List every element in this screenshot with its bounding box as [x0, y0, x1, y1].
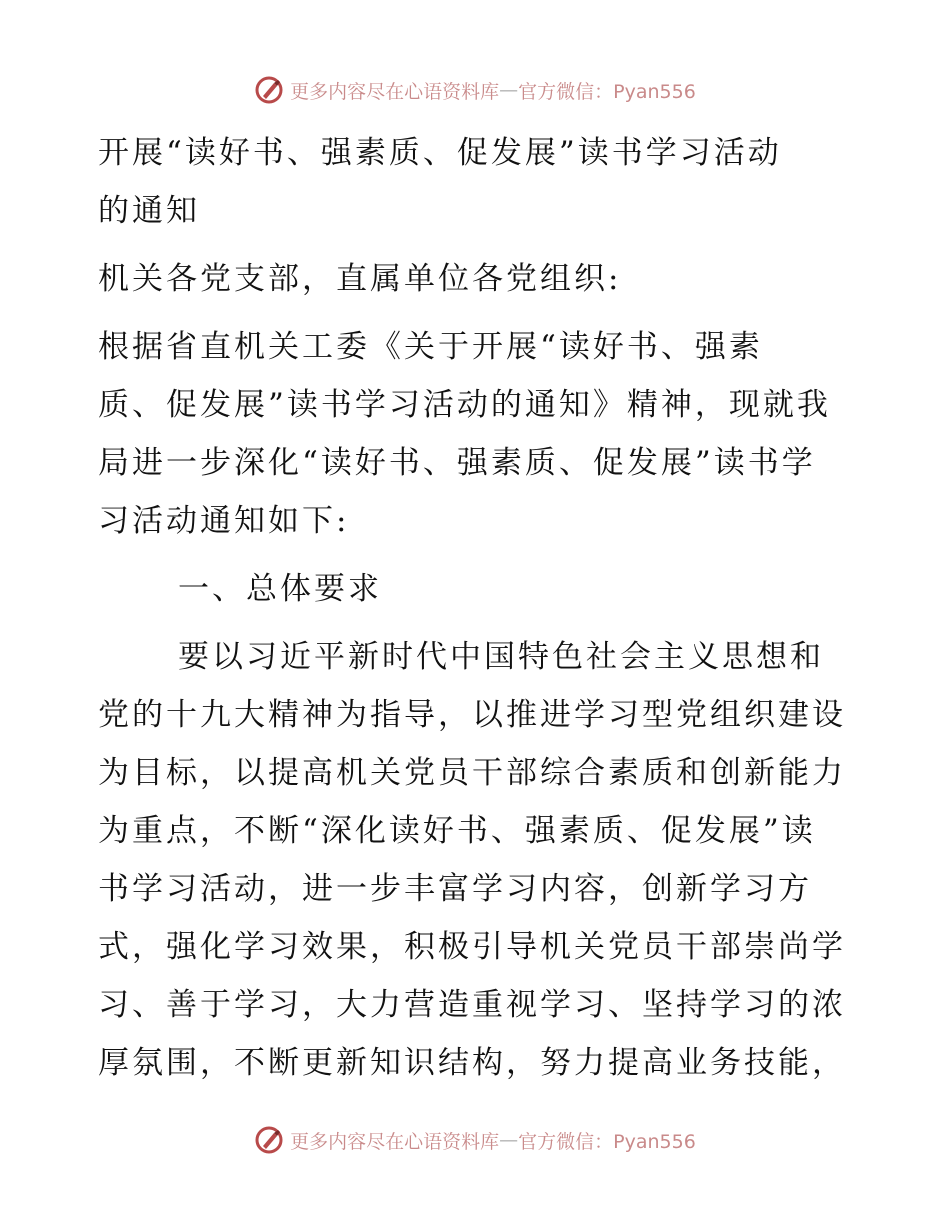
salutation: 机关各党支部，直属单位各党组织: — [98, 261, 622, 297]
section-heading: 一、总体要求 — [178, 571, 382, 607]
watermark-main-text: 更多内容尽在心语资料库 — [290, 1130, 500, 1153]
document-body — [98, 124, 858, 1092]
pen-circle-logo-icon — [254, 75, 284, 105]
header-watermark — [0, 72, 950, 108]
watermark-wechat-text: 官方微信：Pyan556 — [518, 1130, 696, 1153]
watermark-wechat-text: 官方微信：Pyan556 — [518, 80, 696, 103]
section-body — [98, 628, 858, 1092]
watermark-dash: — — [499, 1129, 519, 1151]
intro-paragraph: 根据省直机关工委《关于开展“读好书、强素 质、促发展”读书学习活动的通知》精神，现就我 局进一步深化“读好书、强素质、促发展”读书学 习活动通知如下: — [98, 329, 831, 539]
footer-watermark — [0, 1122, 950, 1158]
watermark-dash: — — [499, 79, 519, 101]
section-body-text: 要以习近平新时代中国特色社会主义思想和 党的十九大精神为指导，以推进学习型党组织建设 为目标，以提高机关党员干部综合素质和创新能力 为重点，不断“深化读好书、强素质、促发展”读 书学习活动，进一步丰富学习内容，创新学习方 式，强化学习效果，积极引导机关党员干部崇尚学 习、善于学习，大力营造重视学习、坚持学习的浓 厚氛围，不断更新知识结构，努力提高业务技能， — [98, 639, 846, 1081]
watermark-main-text: 更多内容尽在心语资料库 — [290, 80, 500, 103]
document-title: 开展“读好书、强素质、促发展”读书学习活动 的通知 — [98, 135, 782, 229]
pen-circle-logo-icon — [254, 1125, 284, 1155]
